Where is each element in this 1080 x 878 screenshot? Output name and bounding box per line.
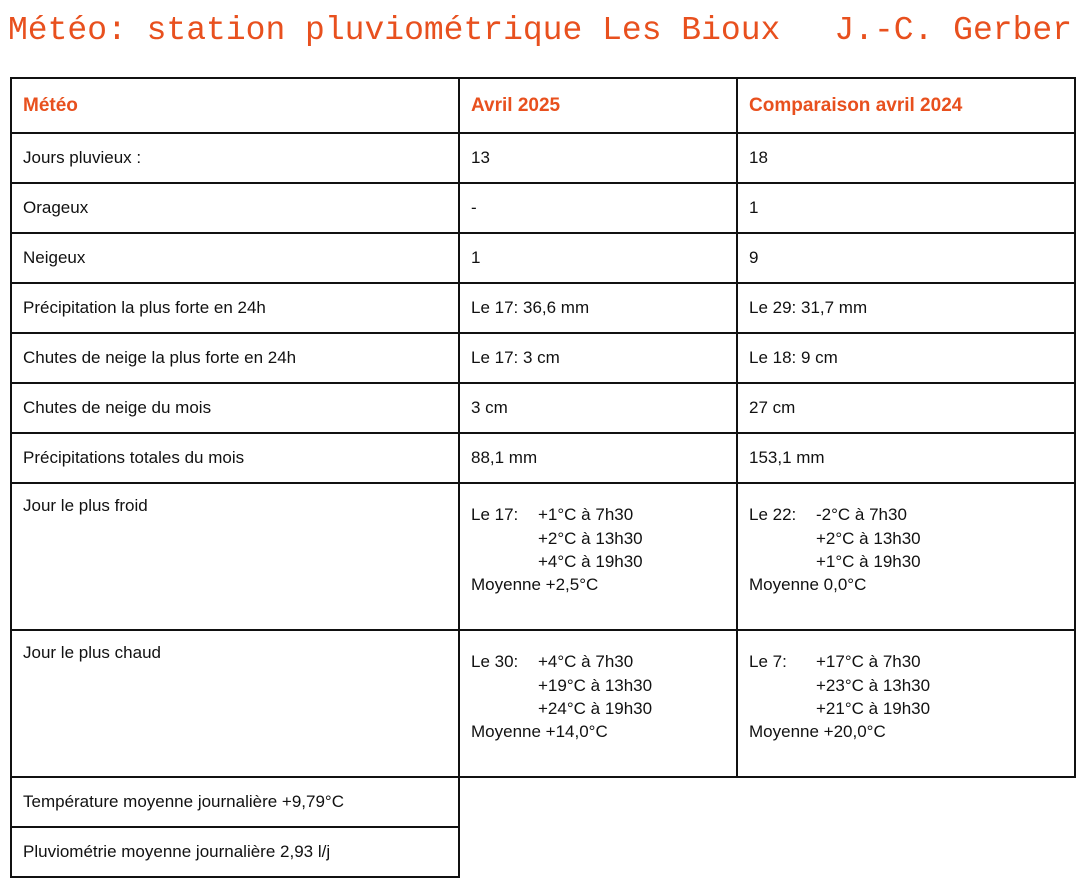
table-row: [11, 383, 1075, 433]
day-label: Le 30:: [471, 652, 519, 671]
temp-reading: +1°C à 7h30: [538, 505, 634, 524]
column-header-april-2024: Comparaison avril 2024: [737, 78, 1075, 133]
temp-reading: +17°C à 7h30: [816, 652, 921, 671]
table-row: [11, 133, 1075, 183]
row-label: Jour le plus chaud: [11, 630, 459, 777]
value-2024: 153,1 mm: [737, 433, 1075, 483]
table-row: [11, 283, 1075, 333]
table-header-row: [11, 78, 1075, 133]
column-header-meteo: Météo: [11, 78, 459, 133]
value-2025: 1: [459, 233, 737, 283]
temp-reading: +4°C à 19h30: [538, 552, 643, 571]
value-2025: 13: [459, 133, 737, 183]
temp-reading: +21°C à 19h30: [816, 699, 931, 718]
row-label: Précipitation la plus forte en 24h: [11, 283, 459, 333]
table-row: [11, 333, 1075, 383]
value-2024: 1: [737, 183, 1075, 233]
weather-table: [10, 77, 1076, 878]
value-2024: Le 29: 31,7 mm: [737, 283, 1075, 333]
day-label: Le 7:: [749, 652, 787, 671]
temp-reading: +24°C à 19h30: [538, 699, 653, 718]
temp-reading: +2°C à 13h30: [538, 528, 643, 548]
table-row: [11, 183, 1075, 233]
value-2025: Le 17: 36,6 mm: [459, 283, 737, 333]
row-label: Jour le plus froid: [11, 483, 459, 630]
day-label: Le 17:: [471, 505, 519, 524]
coldest-2024: [737, 483, 1075, 630]
temp-reading: +19°C à 13h30: [538, 675, 653, 695]
warmest-2025: [459, 630, 737, 777]
average-rainfall: Pluviométrie moyenne journalière 2,93 l/j: [11, 827, 459, 877]
temp-reading: +23°C à 13h30: [816, 675, 931, 695]
summary-row: [11, 777, 1075, 827]
value-2025: -: [459, 183, 737, 233]
row-label: Chutes de neige la plus forte en 24h: [11, 333, 459, 383]
column-header-april-2025: Avril 2025: [459, 78, 737, 133]
page-title: Météo: station pluviométrique Les Bioux: [8, 12, 781, 49]
average-temperature: Température moyenne journalière +9,79°C: [11, 777, 459, 827]
author-name: J.-C. Gerber: [834, 12, 1072, 49]
coldest-2025: [459, 483, 737, 630]
row-label: Précipitations totales du mois: [11, 433, 459, 483]
summary-row: [11, 827, 1075, 877]
value-2025: Le 17: 3 cm: [459, 333, 737, 383]
day-label: Le 22:: [749, 505, 797, 524]
value-2025: 88,1 mm: [459, 433, 737, 483]
coldest-day-row: [11, 483, 1075, 630]
temp-reading: +2°C à 13h30: [816, 528, 921, 548]
table-row: [11, 233, 1075, 283]
value-2024: 18: [737, 133, 1075, 183]
daily-average: Moyenne +20,0°C: [749, 721, 886, 741]
table-row: [11, 433, 1075, 483]
value-2024: 27 cm: [737, 383, 1075, 433]
daily-average: Moyenne +2,5°C: [471, 574, 599, 594]
value-2024: 9: [737, 233, 1075, 283]
daily-average: Moyenne 0,0°C: [749, 574, 867, 594]
temp-reading: +4°C à 7h30: [538, 652, 634, 671]
warmest-2024: [737, 630, 1075, 777]
daily-average: Moyenne +14,0°C: [471, 721, 608, 741]
temp-reading: -2°C à 7h30: [816, 505, 907, 524]
row-label: Chutes de neige du mois: [11, 383, 459, 433]
warmest-day-row: [11, 630, 1075, 777]
row-label: Neigeux: [11, 233, 459, 283]
page-header: [8, 12, 1072, 56]
temp-reading: +1°C à 19h30: [816, 552, 921, 571]
row-label: Orageux: [11, 183, 459, 233]
row-label: Jours pluvieux :: [11, 133, 459, 183]
value-2025: 3 cm: [459, 383, 737, 433]
value-2024: Le 18: 9 cm: [737, 333, 1075, 383]
